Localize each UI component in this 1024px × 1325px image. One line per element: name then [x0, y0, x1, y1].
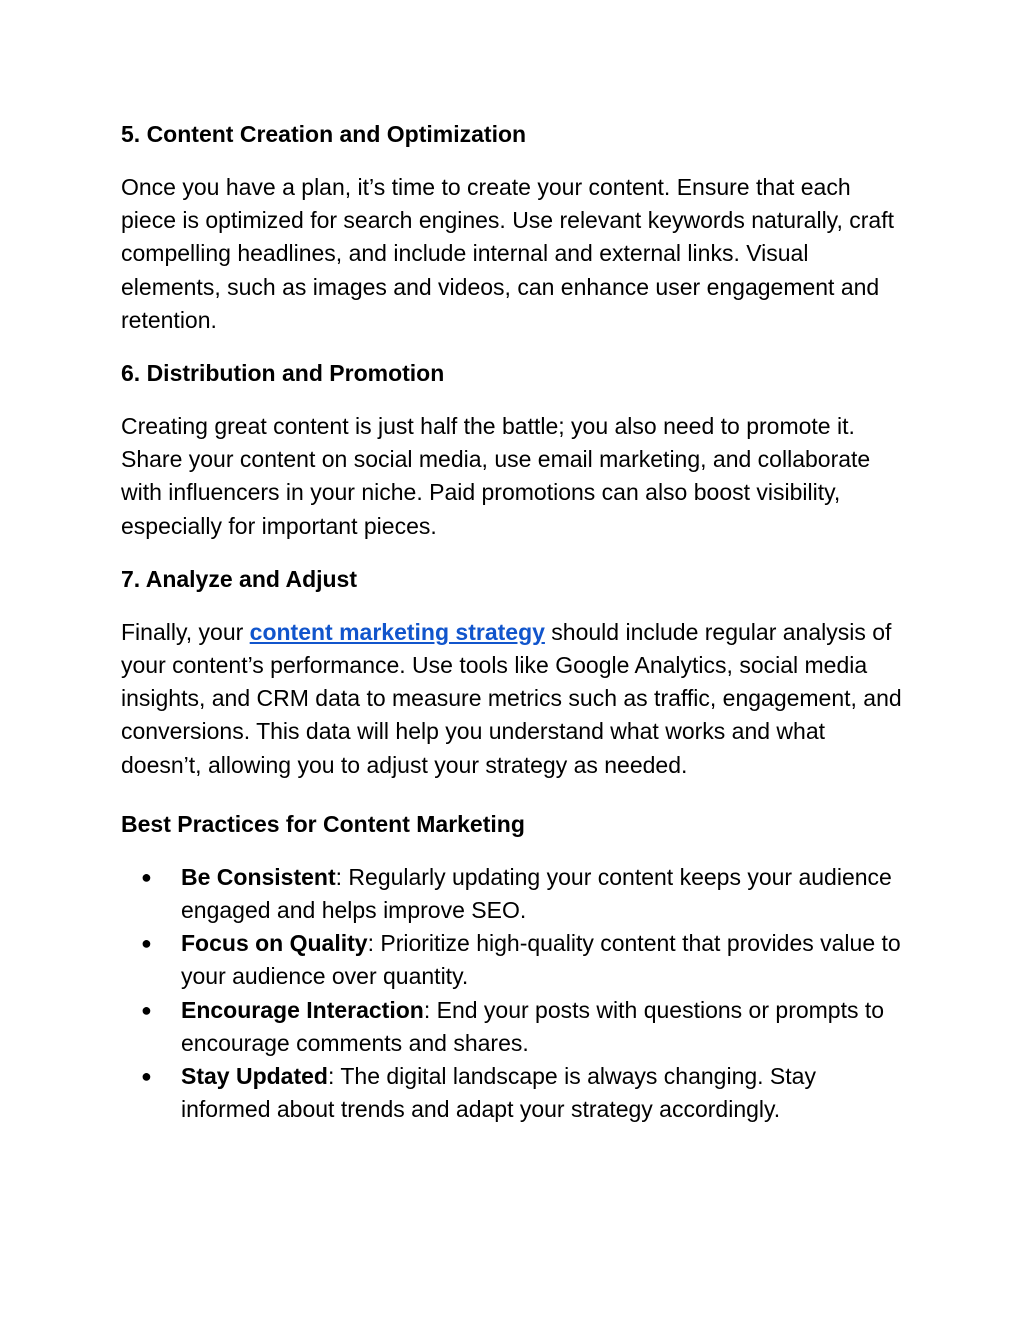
- section-paragraph-distribution: Creating great content is just half the battle; you also need to promote it. Share your content on social media, use email marketing, and collaborate with influencers in your niche. Paid promotions can also boost visibility, especially for important pieces.: [121, 413, 871, 539]
- list-item-text: : Regularly updating your content keeps your audience engaged and helps improve SEO.: [181, 863, 892, 924]
- list-item: [121, 861, 911, 927]
- document-page: [121, 118, 911, 1126]
- section-heading-content-creation: 5. Content Creation and Optimization: [121, 121, 527, 147]
- list-item-term: Encourage Interaction: [181, 996, 424, 1023]
- best-practices-list: [121, 861, 911, 1127]
- list-item-term: Be Consistent: [181, 863, 336, 890]
- list-item-text: : End your posts with questions or prompts to encourage comments and shares.: [181, 996, 885, 1056]
- bullet-icon: ●: [141, 866, 152, 887]
- best-practices-heading: Best Practices for Content Marketing: [121, 810, 525, 837]
- bullet-icon: ●: [141, 933, 152, 954]
- list-item: [121, 927, 911, 993]
- list-item: [121, 1060, 911, 1126]
- section-heading-distribution: 6. Distribution and Promotion: [121, 360, 445, 387]
- list-item-text: : The digital landscape is always changing. Stay informed about trends and adapt your strategy accordingly.: [181, 1063, 816, 1123]
- analyze-text-before-link: Finally, your: [121, 618, 250, 645]
- bullet-icon: ●: [141, 999, 152, 1020]
- list-item-term: Focus on Quality: [181, 930, 368, 957]
- section-paragraph-content-creation: Once you have a plan, it’s time to create your content. Ensure that each piece is optimized for search engines. Use relevant keywords naturally, craft compelling headlines, and include internal and external links. Visual elements, such as images and videos, can enhance user engagement and retention.: [121, 174, 894, 333]
- bullet-icon: ●: [141, 1066, 152, 1087]
- content-marketing-strategy-link[interactable]: content marketing strategy: [249, 618, 545, 645]
- section-paragraph-analyze: [121, 616, 911, 782]
- list-item: [121, 994, 911, 1060]
- section-heading-analyze: 7. Analyze and Adjust: [121, 565, 358, 592]
- analyze-text-after-link: should include regular analysis of your content’s performance. Use tools like Google Analytics, social media insights, and CRM data to measure metrics such as traffic, engagement, and conversions. This data will help you understand what works and what doesn’t, allowing you to adjust your strategy as needed.: [121, 618, 902, 778]
- list-item-text: : Prioritize high-quality content that provides value to your audience over quantity.: [181, 930, 901, 990]
- list-item-term: Stay Updated: [181, 1063, 328, 1090]
